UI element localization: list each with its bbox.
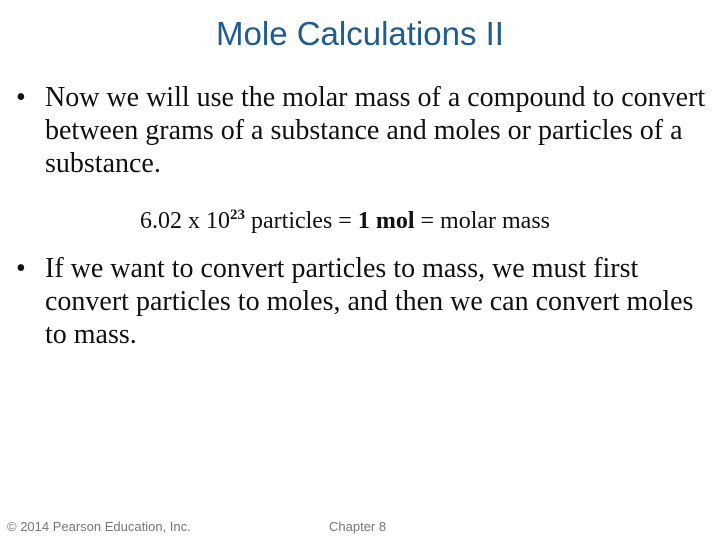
equation-middle: particles =: [245, 208, 358, 234]
equation-end: = molar mass: [414, 208, 551, 234]
bullet-item-molar-mass: [16, 81, 706, 180]
bullet-text: If we want to convert particles to mass, we must first convert particles to moles, and then we can convert moles to mass.: [45, 253, 694, 350]
slide-title: Mole Calculations II: [216, 15, 504, 52]
footer-copyright: © 2014 Pearson Education, Inc.: [7, 519, 191, 534]
mole-equation: [140, 199, 550, 237]
bullet-item-particles-to-mass: [16, 252, 706, 351]
equation-one-mol: 1 mol: [357, 208, 415, 234]
footer-chapter: Chapter 8: [329, 519, 387, 534]
bullet-dot: •: [16, 82, 26, 113]
equation-exponent: 23: [230, 207, 245, 223]
bullet-dot: •: [16, 253, 26, 284]
bullet-text: Now we will use the molar mass of a compound to convert between grams of a substance and moles or particles of a substance.: [45, 82, 706, 179]
equation-base: 6.02 x 10: [140, 208, 230, 234]
